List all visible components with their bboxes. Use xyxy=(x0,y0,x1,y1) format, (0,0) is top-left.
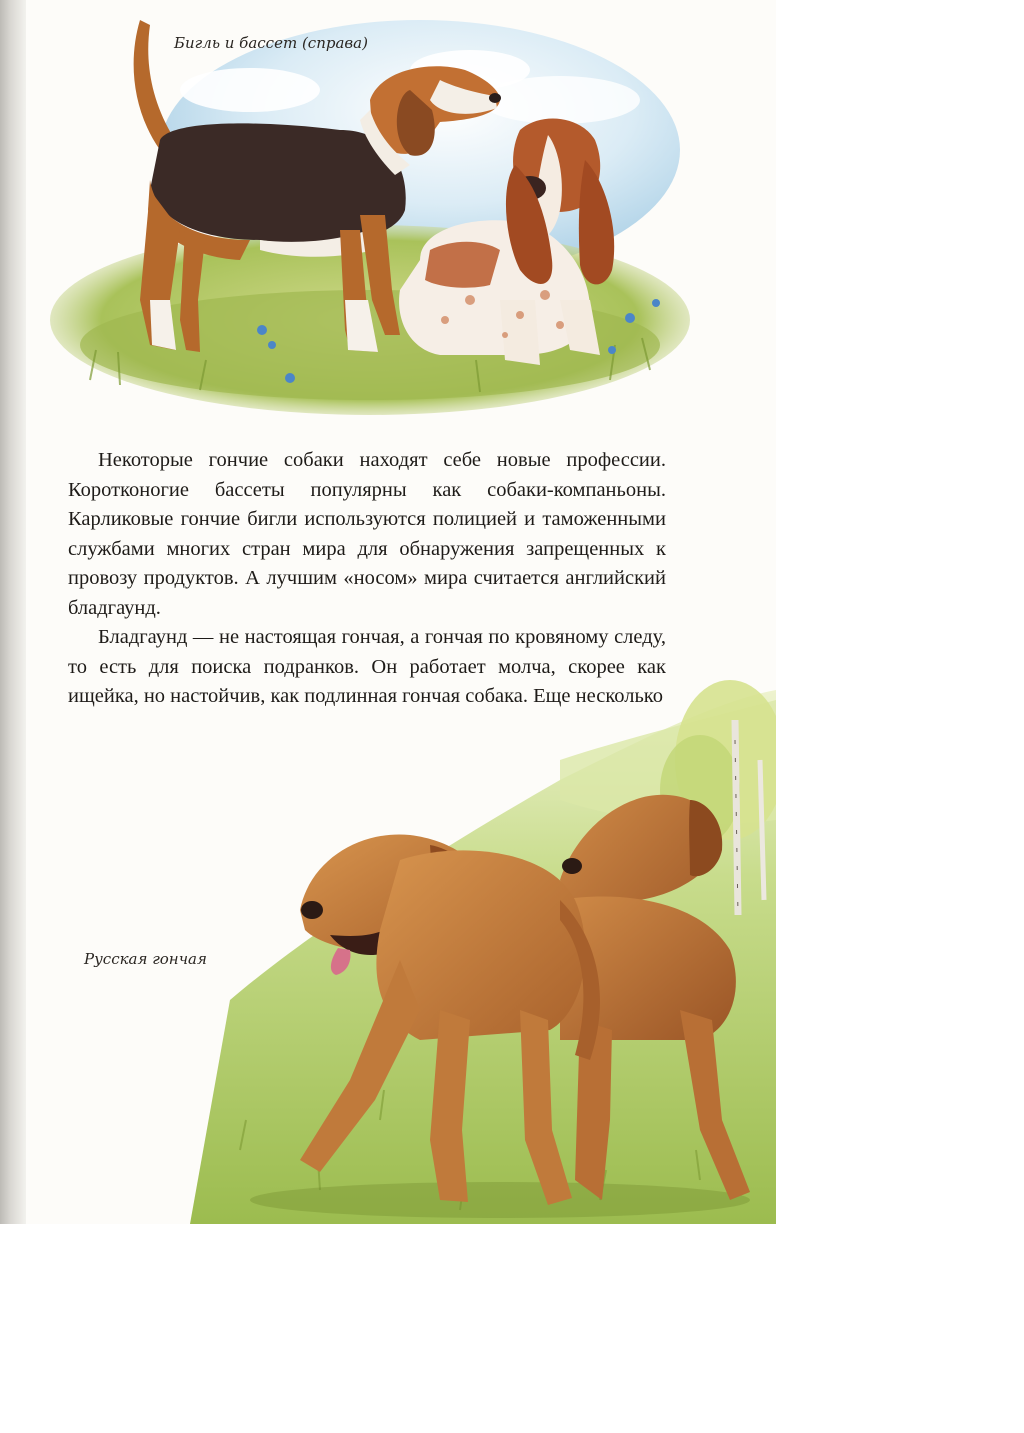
article-body xyxy=(68,446,666,712)
paragraph-1: Некоторые гончие собаки находят себе новые профессии. Коротконогие бассеты популярны как собаки-компаньоны. Карликовые гончие бигли используются полицией и таможенными службами многих стран мира для обнаружения запрещенных к провозу продуктов. А лучшим «носом» мира считается английский бладгаунд. xyxy=(68,449,666,619)
top-illustration-caption: Бигль и бассет (справа) xyxy=(174,34,368,52)
paragraph-2: Бладгаунд — не настоящая гончая, а гончая по кровяному следу, то есть для поиска подранков. Он работает молча, скорее как ищейка, но настойчив, как подлинная гончая собака. Еще несколько xyxy=(68,626,666,707)
bottom-illustration-caption: Русская гончая xyxy=(84,950,207,968)
